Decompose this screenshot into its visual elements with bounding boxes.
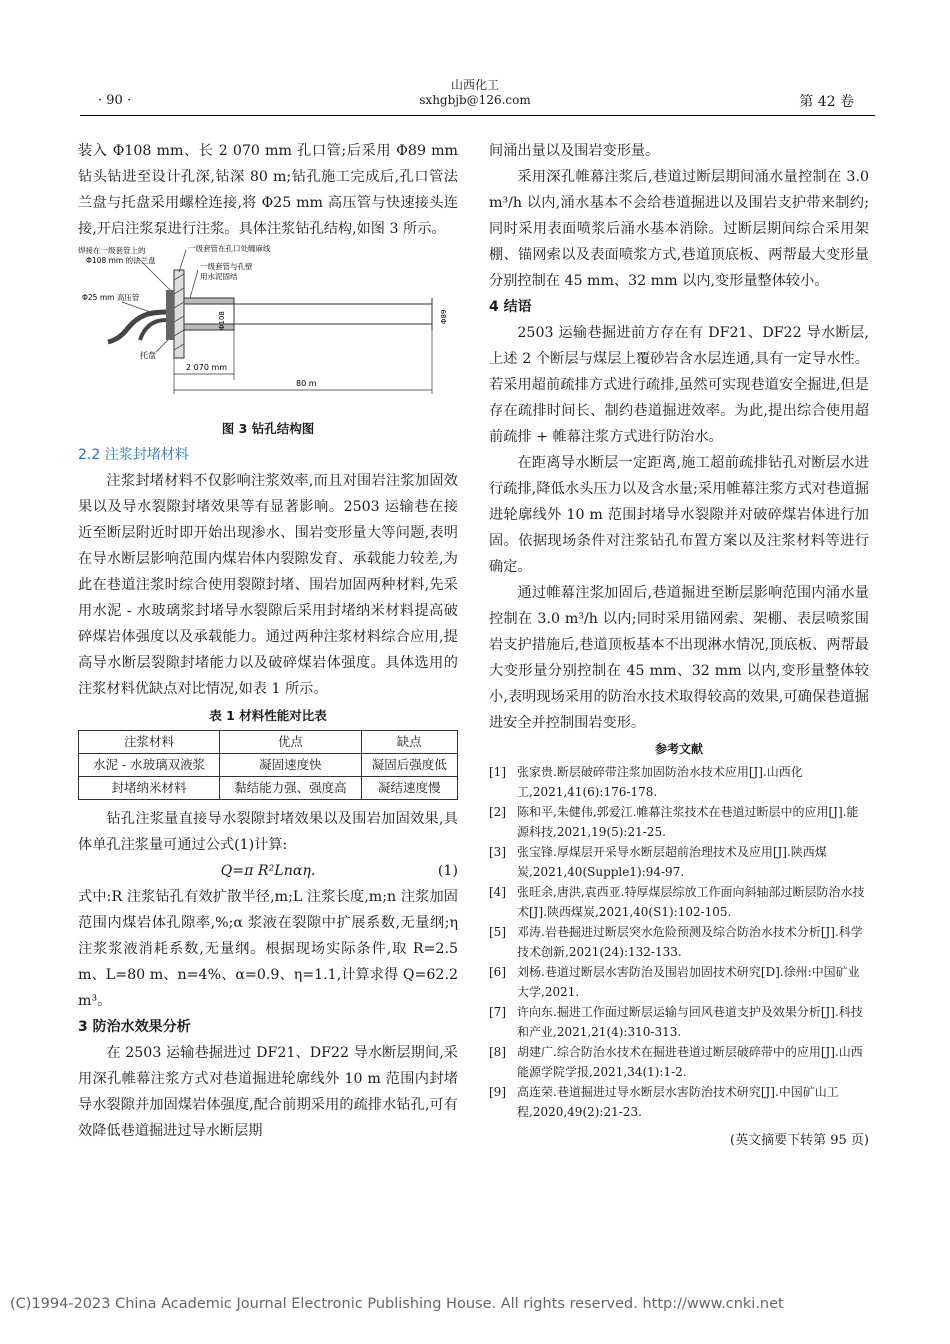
ref-number: [1] xyxy=(489,765,506,779)
table-cell: 凝固后强度低 xyxy=(361,754,457,777)
figure-caption: 图 3 钻孔结构图 xyxy=(221,421,315,436)
ref-text: 张旺余,唐洪,袁西亚.特厚煤层综放工作面向斜轴部过断层防治水技术[J].陕西煤炭,2021,40(S1):102-105. xyxy=(517,885,865,919)
ref-text: 陈和平,朱健伟,郭爱江.帷幕注浆技术在巷道过断层中的应用[J].能源科技,2021,19(5):21-25. xyxy=(517,805,859,839)
table-cell: 凝固速度快 xyxy=(220,754,362,777)
hose-bend xyxy=(140,320,166,340)
label-hole-dia: Φ89 xyxy=(440,309,448,324)
figure-3 xyxy=(78,244,458,418)
table-row xyxy=(79,777,458,800)
ref-text: 刘杨.巷道过断层水害防治及围岩加固技术研究[D].徐州:中国矿业大学,2021. xyxy=(517,965,860,999)
label-cement-2: 用水泥固结 xyxy=(200,272,238,281)
section-heading: 3 防治水效果分析 xyxy=(78,1019,191,1035)
journal-email: sxhgbjb@126.com xyxy=(419,93,531,107)
header-divider xyxy=(80,115,875,116)
copyright-footer: (C)1994-2023 China Academic Journal Electronic Publishing House. All rights reserved. http://www.cnki.net xyxy=(10,1296,784,1312)
ref-number: [4] xyxy=(489,885,506,899)
ref-number: [6] xyxy=(489,965,506,979)
label-hemp: 一级套管在孔口处缠麻线 xyxy=(188,244,271,253)
dim-casing-length: 2 070 mm xyxy=(186,363,228,372)
reference-item xyxy=(489,842,869,882)
paragraph: 间涌出量以及围岩变形量。 xyxy=(489,143,660,159)
right-column xyxy=(489,138,869,1154)
drill-hole xyxy=(234,304,432,324)
reference-item xyxy=(489,1082,869,1122)
ref-text: 高连荣.巷道掘进过导水断层水害防治技术研究[J].中国矿山工程,2020,49(2):21-23. xyxy=(517,1085,839,1119)
paragraph: 通过帷幕注浆加固后,巷道掘进至断层影响范围内涌水量控制在 3.0 m³/h 以内;同时采用锚网索、架棚、表层喷浆围岩支护措施后,巷道顶板基本不出现淋水情况,顶底板、两帮最大变形量分别控制在 45 mm、32 mm 以内,变形量整体较小,表明现场采用的防治水技术取得较高的效果,可确保巷道掘进安全并控制围岩变形。 xyxy=(489,585,869,731)
paragraph: 在距离导水断层一定距离,施工超前疏排钻孔对断层水进行疏排,降低水头压力以及含水量;采用帷幕注浆方式对巷道掘进轮廓线外 10 m 范围封堵导水裂隙并对破碎煤岩体进行加固。依据现场条件对注浆钻孔布置方案以及注浆材料等进行确定。 xyxy=(489,455,869,575)
reference-item xyxy=(489,882,869,922)
paragraph: 钻孔注浆量直接导水裂隙封堵效果以及围岩加固效果,具体单孔注浆量可通过公式(1)计算: xyxy=(78,811,458,853)
ref-text: 张家贵.断层破碎带注浆加固防治水技术应用[J].山西化工,2021,41(6):176-178. xyxy=(517,765,803,799)
paragraph: 采用深孔帷幕注浆后,巷道过断层期间涌水量控制在 3.0 m³/h 以内,涌水基本不会给巷道掘进以及围岩支护带来制约;同时采用表面喷浆后涌水基本消除。过断层期间综合采用架棚、锚网索以及表面喷浆方式,巷道顶底板、两帮最大变形量分别控制在 45 mm、32 mm 以内,变形量整体较小。 xyxy=(489,169,869,289)
table-cell: 水泥 - 水玻璃双液浆 xyxy=(79,754,220,777)
table-caption: 表 1 材料性能对比表 xyxy=(209,708,327,723)
ref-number: [5] xyxy=(489,925,506,939)
reference-item xyxy=(489,1002,869,1042)
ref-number: [2] xyxy=(489,805,506,819)
paragraph: 装入 Φ108 mm、长 2 070 mm 孔口管;后采用 Φ89 mm 钻头钻进至设计孔深,钻深 80 m;钻孔施工完成后,孔口管法兰盘与托盘采用螺栓连接,将 Φ25 mm 高压管与快速接头连接,开启注浆泵进行注浆。具体注浆钻孔结构,如图 3 所示。 xyxy=(78,143,458,237)
table-cell: 封堵纳米材料 xyxy=(79,777,220,800)
ref-text: 邓涛.岩巷掘进过断层突水危险预测及综合防治水技术分析[J].科学技术创新,2021(24):132-133. xyxy=(517,925,863,959)
section-heading: 4 结语 xyxy=(489,299,532,315)
reference-item xyxy=(489,762,869,802)
ref-number: [3] xyxy=(489,845,506,859)
volume-label: 第 42 卷 xyxy=(799,94,854,110)
label-casing-dia: Φ108 xyxy=(218,311,226,330)
paragraph: 式中:R 注浆钻孔有效扩散半径,m;L 注浆长度,m;n 注浆加固范围内煤岩体孔隙率,%;α 浆液在裂隙中扩展系数,无量纲;η 注浆浆液消耗系数,无量纲。根据现场实际条件,取 R=2.5 m、L=80 m、n=4%、α=0.9、η=1.1,计算求得 Q=62.2 m³。 xyxy=(78,889,458,1009)
material-table xyxy=(78,730,458,800)
journal-name: 山西化工 xyxy=(450,78,499,92)
page-number: · 90 · xyxy=(98,93,132,108)
label-hose: Φ25 mm 高压管 xyxy=(82,293,140,302)
section-heading: 2.2 注浆封堵材料 xyxy=(78,447,189,463)
formula xyxy=(78,858,458,884)
label-flange-size: Φ108 mm 的法兰盘 xyxy=(86,256,156,265)
flange-plate xyxy=(166,290,174,340)
ref-text: 张宝锋.厚煤层开采导水断层超前治理技术及应用[J].陕西煤炭,2021,40(Supple1):94-97. xyxy=(517,845,827,879)
references-title: 参考文献 xyxy=(654,742,703,756)
formula-number: (1) xyxy=(437,863,458,879)
leader-line xyxy=(179,250,186,272)
paragraph: 注浆封堵材料不仅影响注浆效率,而且对围岩注浆加固效果以及导水裂隙封堵效果等有显著影响。2503 运输巷在接近至断层附近时即开始出现渗水、围岩变形量大等问题,表明在导水断层影响范围内煤岩体内裂隙发育、承载能力较差,为此在巷道注浆时综合使用裂隙封堵、围岩加固两种材料,先采用水泥 - 水玻璃浆封堵导水裂隙后采用封堵纳米材料提高破碎煤岩体强度以及承载能力。通过两种注浆材料综合应用,提高导水断层裂隙封堵能力以及破碎煤岩体强度。具体选用的注浆材料优缺点对比情况,如表 1 所示。 xyxy=(78,473,458,697)
ref-number: [7] xyxy=(489,1005,506,1019)
reference-item xyxy=(489,1042,869,1082)
table-cell: 凝结速度慢 xyxy=(361,777,457,800)
journal-header xyxy=(395,78,555,108)
drill-hole-diagram xyxy=(78,244,458,418)
label-cement: 一级套管与孔壁 xyxy=(200,262,253,271)
table-cell: 黏结能力强、强度高 xyxy=(220,777,362,800)
casing-inner xyxy=(184,304,234,324)
label-flange: 焊接在一级套管上的 xyxy=(78,246,146,255)
formula-expression: Q=π R²Lnαη. xyxy=(220,863,316,879)
table-header-cell: 缺点 xyxy=(361,731,457,754)
table-header-cell: 注浆材料 xyxy=(79,731,220,754)
continued-note: (英文摘要下转第 95 页) xyxy=(730,1133,869,1148)
dim-hole-length: 80 m xyxy=(296,379,317,388)
paragraph: 2503 运输巷掘进前方存在有 DF21、DF22 导水断层,上述 2 个断层与煤层上覆砂岩含水层连通,具有一定导水性。若采用超前疏排方式进行疏排,虽然可实现巷道安全掘进,但是存在疏排时间长、制约巷道掘进效率。为此,提出综合使用超前疏排 + 帷幕注浆方式进行防治水。 xyxy=(489,325,869,445)
references-list xyxy=(489,762,869,1122)
paragraph: 在 2503 运输巷掘进过 DF21、DF22 导水断层期间,采用深孔帷幕注浆方式对巷道掘进轮廓线外 10 m 范围内封堵导水裂隙并加固煤岩体强度,配合前期采用的疏排水钻孔,可有效降低巷道掘进过导水断层期 xyxy=(78,1045,458,1139)
reference-item xyxy=(489,962,869,1002)
leader-line xyxy=(156,340,168,352)
table-header-cell: 优点 xyxy=(220,731,362,754)
ref-text: 许向东.掘进工作面过断层运输与回风巷道支护及效果分析[J].科技和产业,2021,21(4):310-313. xyxy=(517,1005,863,1039)
ref-text: 胡建广.综合防治水技术在掘进巷道过断层破碎带中的应用[J].山西能源学院学报,2021,34(1):1-2. xyxy=(517,1045,863,1079)
left-column xyxy=(78,138,458,1144)
reference-item xyxy=(489,922,869,962)
ref-number: [8] xyxy=(489,1045,506,1059)
table-header-row xyxy=(79,731,458,754)
ref-number: [9] xyxy=(489,1085,506,1099)
reference-item xyxy=(489,802,869,842)
table-row xyxy=(79,754,458,777)
leader-line xyxy=(122,302,150,312)
label-tray: 托盘 xyxy=(140,351,156,360)
high-pressure-hose xyxy=(108,312,166,342)
leader-line xyxy=(190,270,198,298)
